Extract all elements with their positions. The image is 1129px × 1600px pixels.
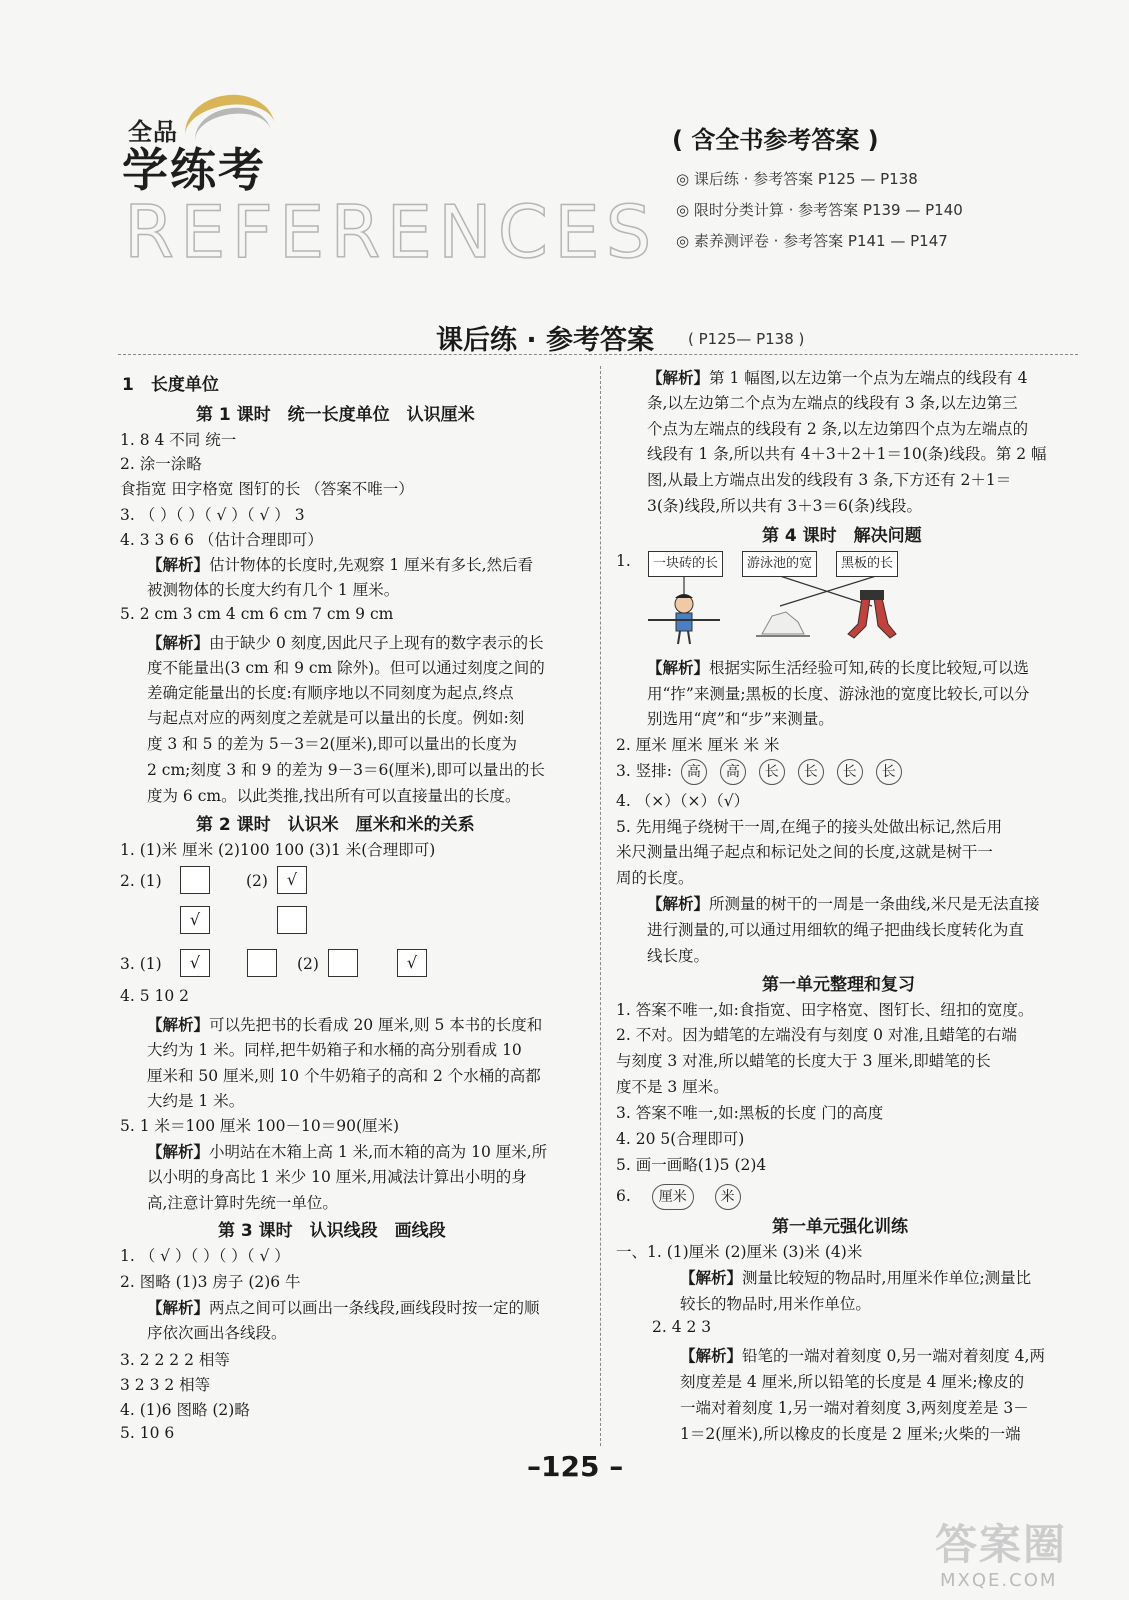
answer-line: 5. 1 米＝100 厘米 100－10＝90(厘米) [120, 1117, 400, 1135]
explanation-line [647, 656, 1029, 678]
answer-box-checked: √ [397, 949, 427, 977]
answer-line: 食指宽 田字格宽 图钉的长 （答案不唯一） [120, 480, 414, 498]
answer-box-checked: √ [180, 906, 210, 934]
answer-line: 一、1. (1)厘米 (2)厘米 (3)米 (4)米 [616, 1243, 863, 1261]
explanation-text: 由于缺少 0 刻度,因此尺子上现有的数字表示的长 [209, 634, 544, 652]
explanation-line: 较长的物品时,用米作单位。 [680, 1295, 871, 1313]
lesson-heading: 第 4 课时 解决问题 [762, 526, 922, 546]
answer-line: 米尺测量出绳子起点和标记处之间的长度,这就是树干一 [616, 843, 993, 861]
explanation-line: 刻度差是 4 厘米,所以铅笔的长度是 4 厘米;橡皮的 [680, 1373, 1025, 1391]
answer-line: 4. 3 3 6 6 （估计合理即可） [120, 531, 323, 549]
answer-label: 3. 竖排: [616, 762, 672, 780]
explanation-line: 条,以左边第二个点为左端点的线段有 3 条,以左边第三 [647, 394, 1018, 412]
explanation-line [147, 1296, 539, 1318]
answer-line: 与刻度 3 对准,所以蜡笔的长度大于 3 厘米,即蜡笔的长 [616, 1052, 991, 1070]
explanation-text: 第 1 幅图,以左边第一个点为左端点的线段有 4 [709, 369, 1028, 387]
lesson-heading: 第 2 课时 认识米 厘米和米的关系 [196, 815, 475, 835]
answer-line: 4. 5 10 2 [120, 987, 190, 1005]
unit-heading: 1 长度单位 [122, 375, 219, 395]
matching-figure [640, 576, 920, 646]
explanation-text: 测量比较短的物品时,用厘米作单位;测量比 [742, 1269, 1032, 1287]
jiexi-label: 【解析】 [680, 1346, 743, 1365]
answer-box-checked: √ [277, 866, 307, 894]
explanation-line: 差确定能量出的长度:有顺序地以不同刻度为起点,终点 [147, 684, 514, 702]
answer-line: 2. 涂一涂略 [120, 455, 202, 473]
explanation-text: 根据实际生活经验可知,砖的长度比较短,可以选 [709, 659, 1029, 677]
answer-label: (2) [297, 955, 319, 973]
explanation-line [147, 1013, 542, 1035]
explanation-line: 3(条)线段,所以共有 3＋3＝6(条)线段。 [647, 497, 922, 515]
answer-line: 5. 10 6 [120, 1424, 175, 1442]
answer-line: 2. 不对。因为蜡笔的左端没有与刻度 0 对准,且蜡笔的右端 [616, 1026, 1017, 1044]
column-divider [600, 366, 601, 1446]
explanation-line: 线长度。 [647, 947, 710, 965]
answer-label: (2) [246, 872, 268, 890]
answer-label: 6. [616, 1187, 631, 1205]
answer-line: 周的长度。 [616, 869, 694, 887]
explanation-text: 所测量的树干的一周是一条曲线,米尺是无法直接 [709, 895, 1040, 913]
answer-line: 4. （×）（×）（√） [616, 792, 750, 810]
explanation-line: 序依次画出各线段。 [147, 1324, 287, 1342]
jiexi-label: 【解析】 [147, 1142, 210, 1161]
circled-answer: 长 [837, 759, 863, 785]
answer-line [616, 759, 906, 785]
contents-item: ◎ 限时分类计算 · 参考答案 P139 — P140 [676, 201, 963, 219]
answer-line: 2. 图略 (1)3 房子 (2)6 牛 [120, 1273, 301, 1291]
answer-line: 3. 答案不唯一,如:黑板的长度 门的高度 [616, 1104, 884, 1122]
answer-line: 2. 厘米 厘米 厘米 米 米 [616, 736, 780, 754]
jiexi-label: 【解析】 [147, 1015, 210, 1034]
answer-line: 度不是 3 厘米。 [616, 1078, 729, 1096]
explanation-line: 一端对着刻度 1,另一端对着刻度 3,两刻度差是 3－ [680, 1399, 1029, 1417]
contents-title: ( 含全书参考答案 ) [672, 126, 879, 154]
jiexi-label: 【解析】 [147, 555, 210, 574]
circled-answer: 厘米 [652, 1184, 694, 1210]
answer-box [180, 866, 210, 894]
explanation-line: 度 3 和 5 的差为 5－3＝2(厘米),即可以量出的长度为 [147, 735, 517, 753]
jiexi-label: 【解析】 [147, 1298, 210, 1317]
answer-line: 1. 答案不唯一,如:食指宽、田字格宽、图钉长、纽扣的宽度。 [616, 1001, 1034, 1019]
match-label-pool: 游泳池的宽 [742, 551, 817, 577]
training-heading: 第一单元强化训练 [772, 1217, 908, 1237]
answer-line: 3 2 3 2 相等 [120, 1376, 211, 1394]
answer-line: 3. (1) [120, 955, 162, 973]
answer-line: 3. 2 2 2 2 相等 [120, 1351, 230, 1369]
answer-line: 1. (1)米 厘米 (2)100 100 (3)1 米(合理即可) [120, 841, 436, 859]
answer-line: 1. （ √ ）（ ）（ ）（ √ ） [120, 1247, 290, 1265]
page-number: –125 – [527, 1450, 624, 1483]
explanation-text: 估计物体的长度时,先观察 1 厘米有多长,然后看 [209, 556, 534, 574]
answer-line: 4. (1)6 图略 (2)略 [120, 1401, 250, 1419]
explanation-text: 铅笔的一端对着刻度 0,另一端对着刻度 4,两 [742, 1347, 1045, 1365]
section-divider [118, 354, 1078, 355]
explanation-line: 厘米和 50 厘米,则 10 个牛奶箱子的高和 2 个水桶的高都 [147, 1067, 541, 1085]
circled-answer: 长 [876, 759, 902, 785]
circled-answer: 米 [715, 1184, 741, 1210]
explanation-line [680, 1266, 1031, 1288]
answer-line [616, 1184, 745, 1210]
explanation-line: 大约为 1 米。同样,把牛奶箱子和水桶的高分别看成 10 [147, 1041, 522, 1059]
explanation-line: 被测物体的长度大约有几个 1 厘米。 [147, 581, 400, 599]
match-label-board: 黑板的长 [836, 551, 898, 577]
explanation-line: 以小明的身高比 1 米少 10 厘米,用减法计算出小明的身 [147, 1168, 527, 1186]
circled-answer: 高 [720, 759, 746, 785]
walking-steps-icon [848, 590, 896, 638]
watermark-logo: 答案圈 [935, 1520, 1068, 1569]
explanation-line: 别选用“庹”和“步”来测量。 [647, 710, 834, 728]
answer-line: 4. 20 5(合理即可) [616, 1130, 745, 1148]
match-label-brick: 一块砖的长 [648, 551, 723, 577]
answer-line: 5. 画一画略(1)5 (2)4 [616, 1156, 767, 1174]
explanation-line: 度为 6 cm。以此类推,找出所有可以直接量出的长度。 [147, 787, 521, 805]
explanation-line [147, 1140, 547, 1162]
explanation-line: 与起点对应的两刻度之差就是可以量出的长度。例如:刻 [147, 709, 525, 727]
jiexi-label: 【解析】 [147, 633, 210, 652]
answer-line: 5. 2 cm 3 cm 4 cm 6 cm 7 cm 9 cm [120, 605, 394, 623]
jiexi-label: 【解析】 [647, 368, 710, 387]
answer-line: 1. [616, 552, 631, 570]
review-heading: 第一单元整理和复习 [762, 975, 915, 995]
explanation-line: 用“拃”来测量;黑板的长度、游泳池的宽度比较长,可以分 [647, 685, 1030, 703]
answer-line: 2. (1) [120, 872, 162, 890]
lesson-heading: 第 1 课时 统一长度单位 认识厘米 [196, 405, 475, 425]
explanation-line [680, 1344, 1045, 1366]
explanation-line: 个点为左端点的线段有 2 条,以左边第四个点为左端点的 [647, 420, 1029, 438]
jiexi-label: 【解析】 [680, 1268, 743, 1287]
jiexi-label: 【解析】 [647, 658, 710, 677]
explanation-line [647, 366, 1027, 388]
circled-answer: 长 [759, 759, 785, 785]
contents-item: ◎ 课后练 · 参考答案 P125 — P138 [676, 170, 918, 188]
hand-span-icon [756, 612, 810, 636]
answer-box [247, 949, 277, 977]
answer-line: 3. （ ）（ ）（ √ ）（ √ ） 3 [120, 506, 305, 524]
explanation-line: 图,从最上方端点出发的线段有 3 条,下方还有 2＋1＝ [647, 471, 1012, 489]
lesson-heading: 第 3 课时 认识线段 画线段 [218, 1221, 446, 1241]
explanation-line: 线段有 1 条,所以共有 4＋3＋2＋1＝10(条)线段。第 2 幅 [647, 445, 1047, 463]
answer-box [277, 906, 307, 934]
explanation-text: 可以先把书的长看成 20 厘米,则 5 本书的长度和 [209, 1016, 543, 1034]
section-title: 课后练 · 参考答案 [436, 325, 655, 356]
explanation-line [647, 892, 1039, 914]
explanation-line: 高,注意计算时先统一单位。 [147, 1194, 338, 1212]
contents-item: ◎ 素养测评卷 · 参考答案 P141 — P147 [676, 232, 948, 250]
explanation-line: 进行测量的,可以通过用细软的绳子把曲线长度转化为直 [647, 921, 1024, 939]
answer-box [328, 949, 358, 977]
explanation-text: 两点之间可以画出一条线段,画线段时按一定的顺 [209, 1299, 540, 1317]
child-arms-spread-icon [648, 594, 720, 644]
explanation-text: 小明站在木箱上高 1 米,而木箱的高为 10 厘米,所 [209, 1143, 548, 1161]
explanation-line [147, 553, 533, 575]
brand-top: 全品 [128, 118, 178, 146]
references-title: REFERENCES [124, 190, 658, 274]
circled-answer: 长 [798, 759, 824, 785]
jiexi-label: 【解析】 [647, 894, 710, 913]
brand-logo: 学练考 [122, 143, 266, 197]
explanation-line: 大约是 1 米。 [147, 1092, 245, 1110]
explanation-line [147, 631, 544, 653]
explanation-line: 度不能量出(3 cm 和 9 cm 除外)。但可以通过刻度之间的 [147, 659, 545, 677]
answer-line: 2. 4 2 3 [652, 1318, 712, 1336]
explanation-line: 2 cm;刻度 3 和 9 的差为 9－3＝6(厘米),即可以量出的长 [147, 761, 545, 779]
explanation-line: 1＝2(厘米),所以橡皮的长度是 2 厘米;火柴的一端 [680, 1425, 1021, 1443]
answer-box-checked: √ [180, 949, 210, 977]
answer-line: 1. 8 4 不同 统一 [120, 431, 237, 449]
watermark-url: MXQE.COM [940, 1570, 1058, 1591]
circled-answer: 高 [681, 759, 707, 785]
answer-line: 5. 先用绳子绕树干一周,在绳子的接头处做出标记,然后用 [616, 818, 1003, 836]
section-page-range: ( P125— P138 ) [688, 330, 805, 348]
